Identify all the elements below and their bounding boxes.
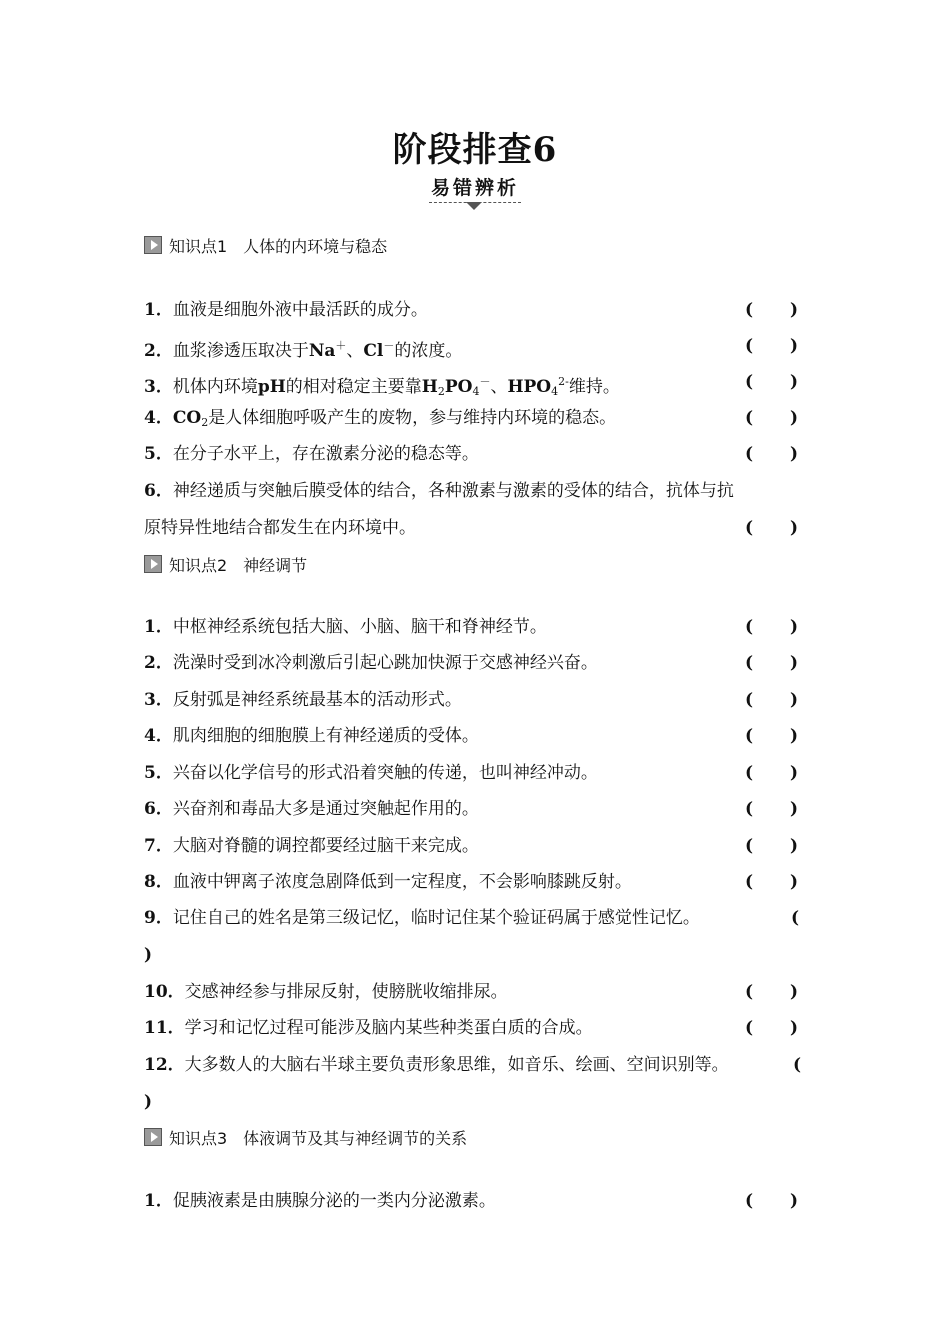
question-item: 7．大脑对脊髓的调控都要经过脑干来完成。 (144, 836, 479, 856)
question-item: 4．肌肉细胞的细胞膜上有神经递质的受体。 (144, 726, 479, 746)
question-item: 6．兴奋剂和毒品大多是通过突触起作用的。 (144, 799, 479, 819)
answer-blank[interactable]: ( ) (745, 872, 798, 892)
play-icon (144, 236, 162, 254)
question-item: 1．中枢神经系统包括大脑、小脑、脑干和脊神经节。 (144, 617, 547, 637)
answer-blank[interactable]: ( ) (745, 982, 798, 1002)
answer-blank[interactable]: ( ) (745, 763, 798, 783)
question-item-continuation: 原特异性地结合都发生在内环境中。 (144, 518, 416, 538)
page-subtitle: 易错辨析 (429, 176, 521, 203)
answer-blank[interactable]: ( ) (745, 653, 798, 673)
question-item: 8．血液中钾离子浓度急剧降低到一定程度，不会影响膝跳反射。 (144, 872, 632, 892)
answer-blank[interactable]: ( ) (745, 1018, 798, 1038)
answer-blank[interactable]: ( ) (745, 336, 798, 356)
answer-blank-open[interactable]: ( (791, 908, 800, 928)
answer-blank[interactable]: ( ) (745, 726, 798, 746)
answer-blank-close[interactable]: ) (144, 1092, 153, 1112)
answer-blank[interactable]: ( ) (745, 444, 798, 464)
question-item: 2．血浆渗透压取决于Na＋、Cl－的浓度。 (144, 339, 463, 361)
question-item: 9．记住自己的姓名是第三级记忆，临时记住某个验证码属于感觉性记忆。 (144, 908, 700, 928)
section-label: 知识点3 体液调节及其与神经调节的关系 (169, 1129, 468, 1148)
subtitle-wrap (0, 176, 950, 203)
section-label: 知识点1 人体的内环境与稳态 (169, 237, 388, 256)
answer-blank[interactable]: ( ) (745, 617, 798, 637)
answer-blank[interactable]: ( ) (745, 799, 798, 819)
answer-blank[interactable]: ( ) (745, 518, 798, 538)
question-item: 3．反射弧是神经系统最基本的活动形式。 (144, 690, 462, 710)
subtitle-down-arrow-icon (466, 202, 482, 210)
question-item: 1．促胰液素是由胰腺分泌的一类内分泌激素。 (144, 1191, 496, 1211)
question-item: 6．神经递质与突触后膜受体的结合，各种激素与激素的受体的结合，抗体与抗 (144, 481, 734, 501)
answer-blank[interactable]: ( ) (745, 300, 798, 320)
question-item: 5．在分子水平上，存在激素分泌的稳态等。 (144, 444, 479, 464)
play-icon (144, 555, 162, 573)
answer-blank-open[interactable]: ( (793, 1055, 802, 1075)
answer-blank[interactable]: ( ) (745, 690, 798, 710)
answer-blank[interactable]: ( ) (745, 836, 798, 856)
answer-blank[interactable]: ( ) (745, 1191, 798, 1211)
question-item: 3．机体内环境pH的相对稳定主要靠$H_2PO_4^-$、$HPO_4^{2-}$维持。 (144, 375, 620, 398)
answer-blank[interactable]: ( ) (745, 372, 798, 392)
section-label: 知识点2 神经调节 (169, 556, 308, 575)
page-title: 阶段排查6 (392, 130, 558, 170)
question-item: 12．大多数人的大脑右半球主要负责形象思维，如音乐、绘画、空间识别等。 (144, 1055, 729, 1075)
answer-blank-close[interactable]: ) (144, 945, 153, 965)
question-item: 1．血液是细胞外液中最活跃的成分。 (144, 300, 428, 320)
question-item: 11．学习和记忆过程可能涉及脑内某些种类蛋白质的合成。 (144, 1018, 593, 1038)
play-icon (144, 1128, 162, 1146)
question-item: 2．洗澡时受到冰冷刺激后引起心跳加快源于交感神经兴奋。 (144, 653, 598, 673)
answer-blank[interactable]: ( ) (745, 408, 798, 428)
question-item: 5．兴奋以化学信号的形式沿着突触的传递，也叫神经冲动。 (144, 763, 598, 783)
question-item: 4．$CO_2$是人体细胞呼吸产生的废物，参与维持内环境的稳态。 (144, 408, 617, 429)
question-item: 10．交感神经参与排尿反射，使膀胱收缩排尿。 (144, 982, 508, 1002)
